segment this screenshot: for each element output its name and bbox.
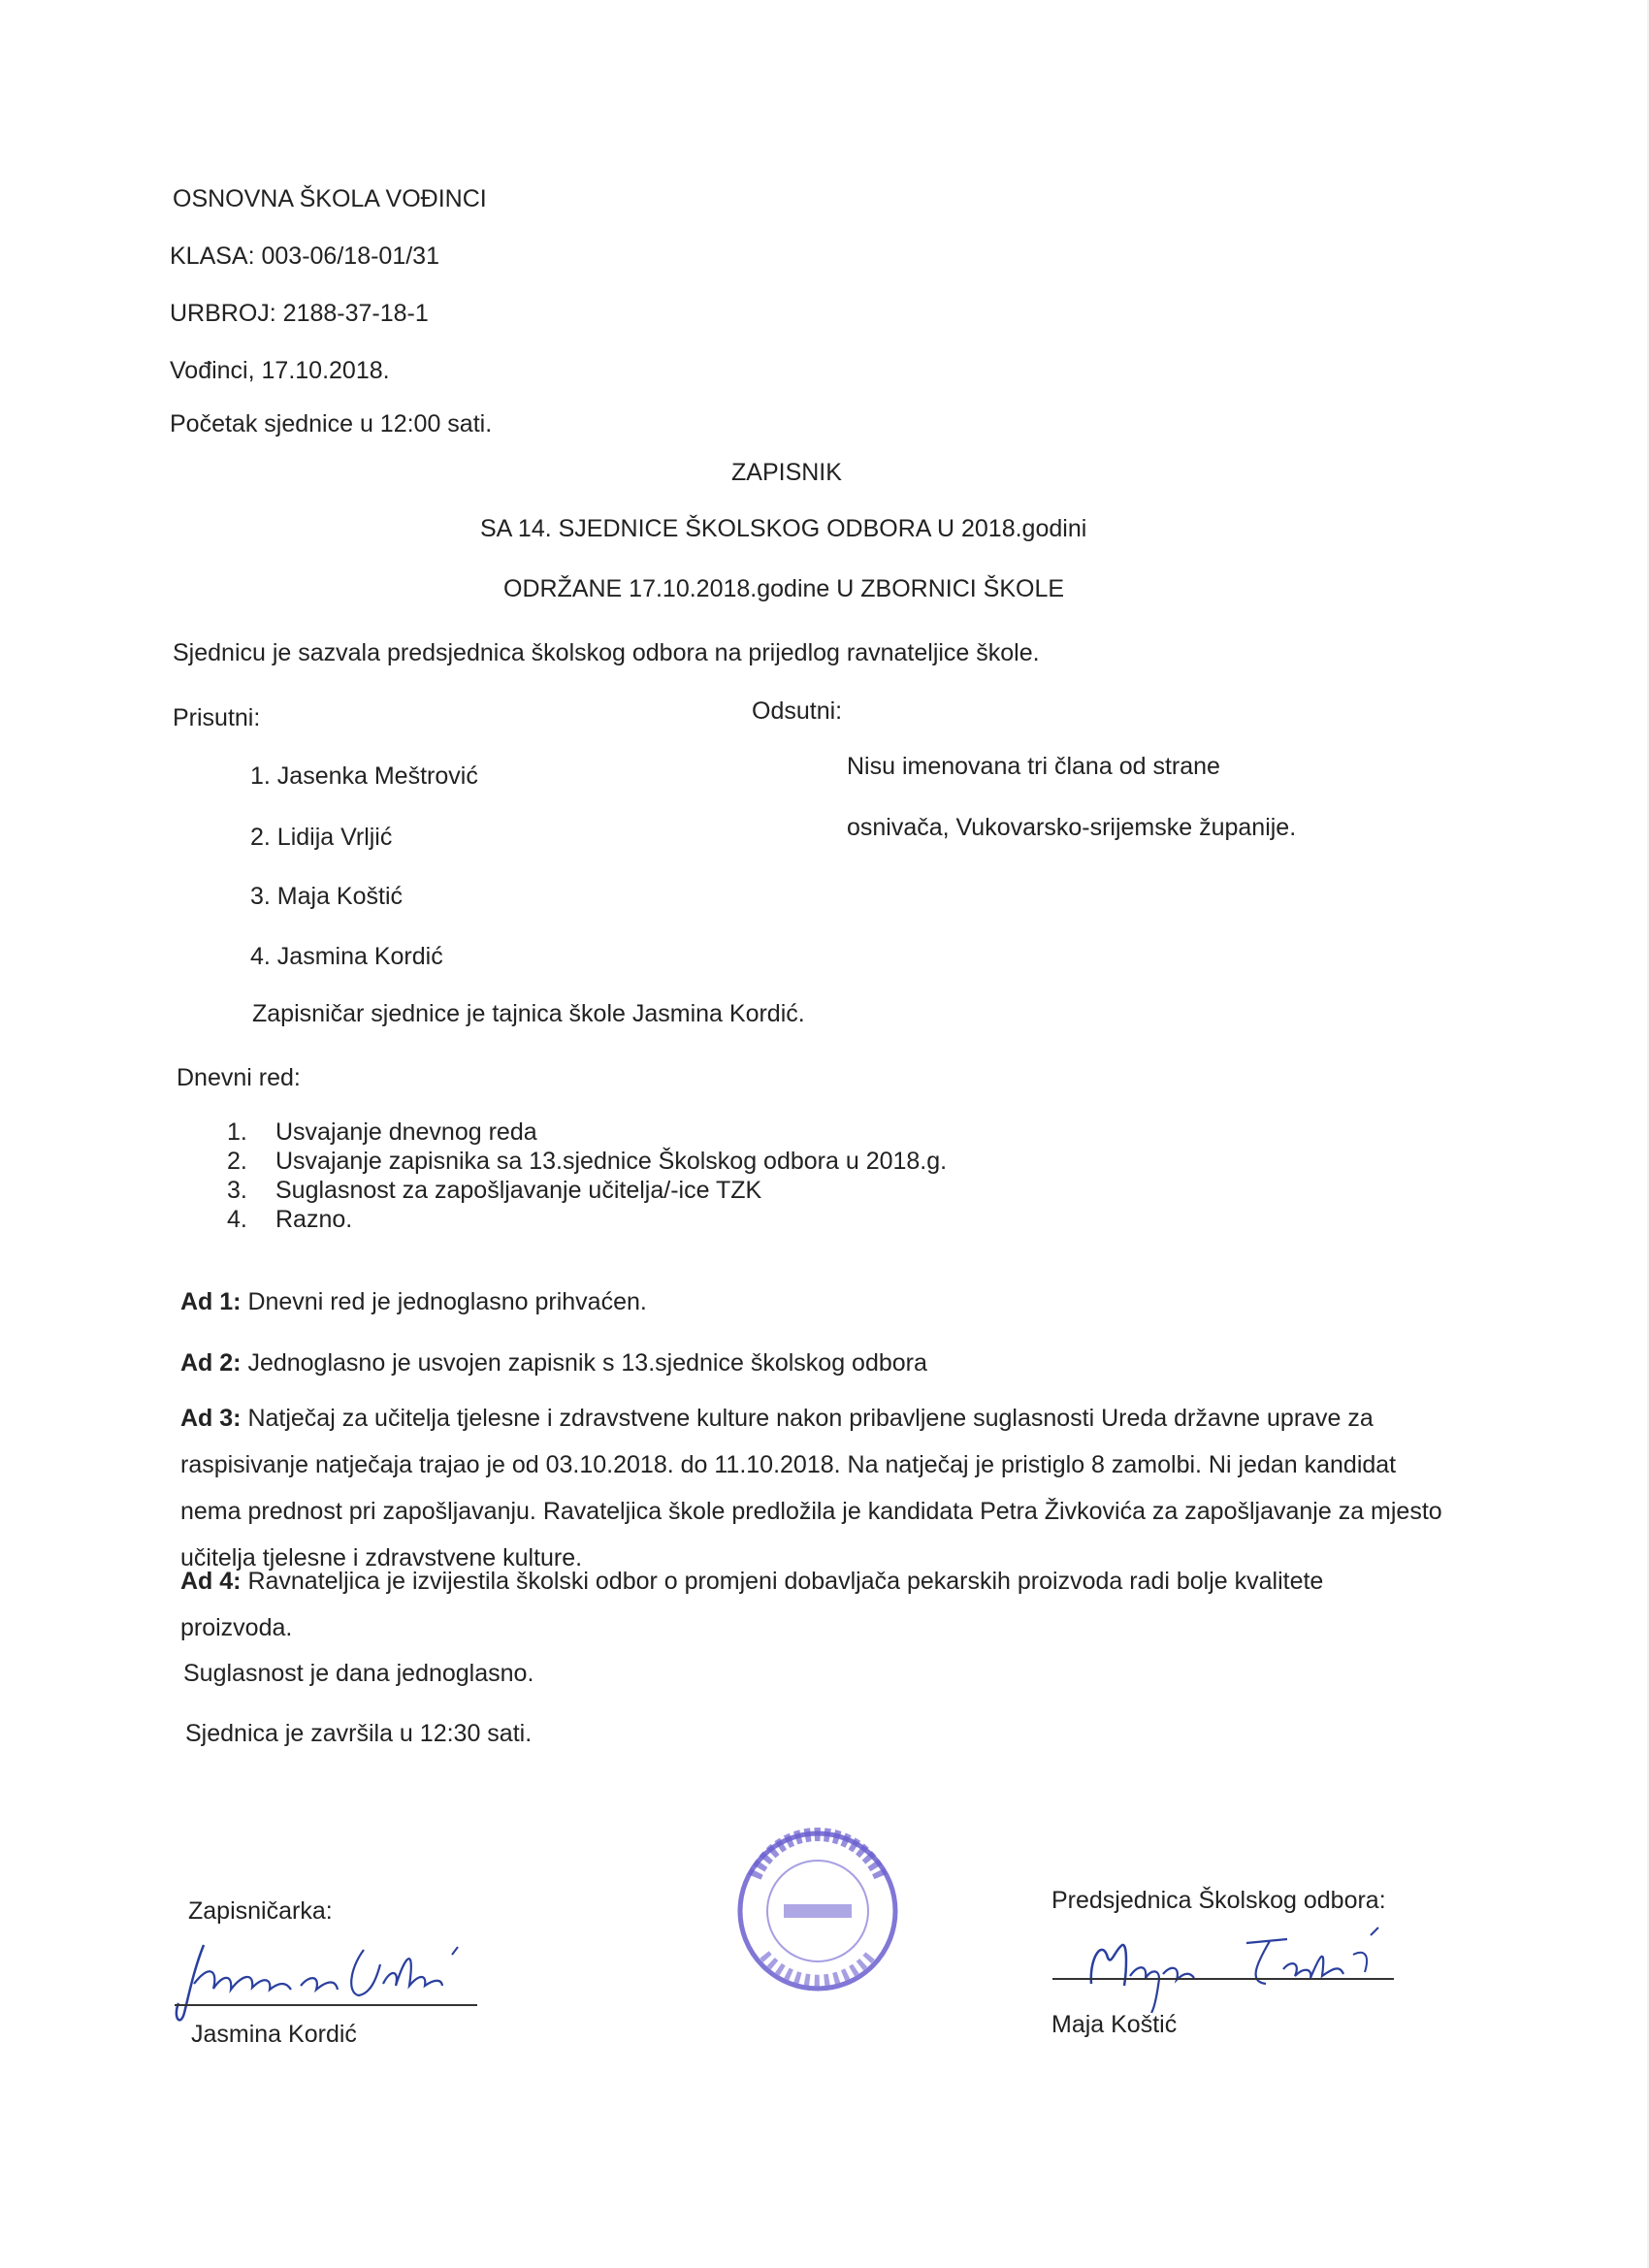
ad-text: Ravnateljica je izvijestila školski odbor o promjeni dobavljača pekarskih proizvoda radi bolje kvalitete proizvoda. xyxy=(180,1568,1324,1641)
intro-text: Sjednicu je sazvala predsjednica školskog odbora na prijedlog ravnateljice škole. xyxy=(173,639,1040,666)
agenda-item-text: Razno. xyxy=(275,1206,353,1233)
ad-text: Natječaj za učitelja tjelesne i zdravstvene kulture nakon pribavljene suglasnosti Ureda državne uprave za raspisivanje natječaja trajao je od 03.10.2018. do 11.10.2018. Na natječaj je pristiglo 8 zamolbi. Ni jedan kandidat nema prednost pri zapošljavanju. Ravateljica škole predložila je kandidata Petra Živkovića za zapošljavanje za mjesto učitelja tjelesne i zdravstvene kulture. xyxy=(180,1405,1442,1571)
ad-4 xyxy=(180,1558,1393,1651)
agenda-item-text: Usvajanje dnevnog reda xyxy=(275,1118,537,1146)
ad-2 xyxy=(180,1348,927,1377)
document-title: ZAPISNIK xyxy=(731,459,842,486)
agenda-item-number: 3. xyxy=(227,1177,247,1204)
right-sign-label: Predsjednica Školskog odbora: xyxy=(1051,1887,1386,1914)
agenda-item xyxy=(227,1176,947,1205)
school-stamp xyxy=(726,1819,910,2003)
klasa: KLASA: 003-06/18-01/31 xyxy=(170,243,439,270)
agenda-item xyxy=(227,1205,947,1234)
agenda-item xyxy=(227,1147,947,1176)
ad-label: Ad 2: xyxy=(180,1349,242,1377)
agenda-item-text: Usvajanje zapisnika sa 13.sjednice Školskog odbora u 2018.g. xyxy=(275,1148,948,1175)
present-member-3: 3. Maja Koštić xyxy=(250,883,404,910)
agenda-list xyxy=(227,1118,947,1234)
recorder-text: Zapisničar sjednice je tajnica škole Jasmina Kordić. xyxy=(252,1000,805,1027)
present-member-1: 1. Jasenka Meštrović xyxy=(250,762,478,790)
absent-line-2: osnivača, Vukovarsko-srijemske županije. xyxy=(847,814,1297,841)
right-signature-line xyxy=(1052,1978,1394,1980)
ad-3 xyxy=(180,1395,1461,1581)
left-sign-label: Zapisničarka: xyxy=(188,1897,333,1925)
agenda-item-text: Suglasnost za zapošljavanje učitelja/-ice TZK xyxy=(275,1177,762,1204)
absent-label: Odsutni: xyxy=(752,697,843,725)
agenda-item xyxy=(227,1118,947,1147)
ad-text: Jednoglasno je usvojen zapisnik s 13.sjednice školskog odbora xyxy=(241,1349,927,1377)
ad-label: Ad 1: xyxy=(180,1288,242,1315)
absent-line-1: Nisu imenovana tri člana od strane xyxy=(847,753,1220,780)
title-line-1: SA 14. SJEDNICE ŠKOLSKOG ODBORA U 2018.godini xyxy=(480,515,1087,542)
ad-text: Dnevni red je jednoglasno prihvaćen. xyxy=(241,1288,647,1315)
session-end: Sjednica je završila u 12:30 sati. xyxy=(185,1720,533,1747)
title-line-2: ODRŽANE 17.10.2018.godine U ZBORNICI ŠKOLE xyxy=(503,575,1065,602)
session-start: Početak sjednice u 12:00 sati. xyxy=(170,410,493,437)
present-member-2: 2. Lidija Vrljić xyxy=(250,824,393,851)
school-name: OSNOVNA ŠKOLA VOĐINCI xyxy=(173,185,487,212)
present-label: Prisutni: xyxy=(173,704,261,731)
right-signature xyxy=(1062,1916,1402,2013)
agenda-item-number: 1. xyxy=(227,1118,247,1146)
place-date: Vođinci, 17.10.2018. xyxy=(170,357,390,384)
left-sign-name: Jasmina Kordić xyxy=(191,2021,357,2048)
ad-label: Ad 4: xyxy=(180,1568,242,1595)
urbroj: URBROJ: 2188-37-18-1 xyxy=(170,300,429,327)
right-sign-name: Maja Koštić xyxy=(1051,2011,1178,2038)
agenda-item-number: 4. xyxy=(227,1206,247,1233)
consent-text: Suglasnost je dana jednoglasno. xyxy=(183,1660,534,1687)
ad-1 xyxy=(180,1287,647,1316)
agenda-label: Dnevni red: xyxy=(177,1064,301,1091)
present-member-4: 4. Jasmina Kordić xyxy=(250,943,443,970)
left-signature xyxy=(165,1926,485,2032)
ad-label: Ad 3: xyxy=(180,1405,242,1432)
left-signature-line xyxy=(175,2004,477,2006)
agenda-item-number: 2. xyxy=(227,1148,247,1175)
